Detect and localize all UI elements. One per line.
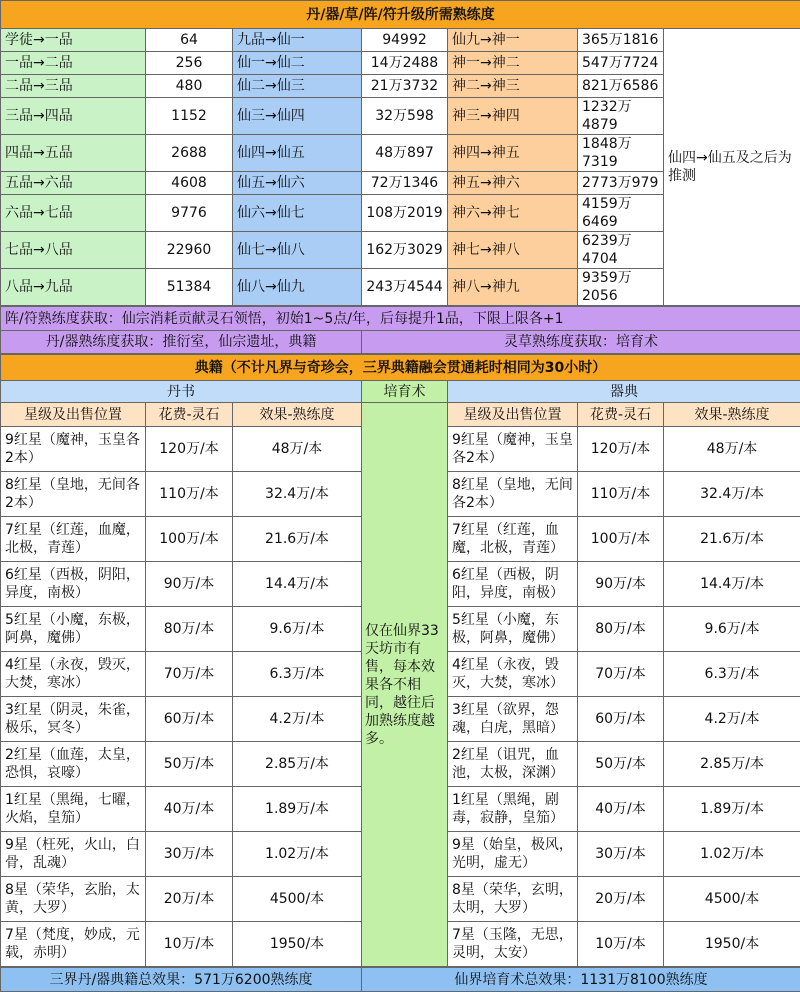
col-header-cost: 花费-灵石 [146,403,233,427]
book-cost: 20万/本 [578,877,664,922]
book-star: 9红星（魔神，玉皇各2本） [1,427,146,472]
book-star: 7红星（红莲，血魔，北极，青莲） [448,517,578,562]
book-star: 4红星（永夜，毁灭，大焚，寒冰） [448,652,578,697]
book-cost: 90万/本 [146,562,233,607]
stage-value: 22960 [146,232,233,269]
array-note: 阵/符熟练度获取：仙宗消耗贡献灵石领悟，初始1~5点/年，后每提升1品，下限上限各+1 [1,307,800,331]
stage-label: 仙五→仙六 [233,172,362,195]
stage-label: 神一→神二 [448,52,578,75]
stage-label: 神二→神三 [448,75,578,98]
stage-label: 神五→神六 [448,172,578,195]
book-cost: 20万/本 [146,877,233,922]
book-cost: 60万/本 [146,697,233,742]
book-star: 8红星（皇地，无间各2本） [1,472,146,517]
book-effect: 14.4万/本 [664,562,800,607]
upgrade-row [1,29,800,52]
footer-table [0,967,800,992]
stage-value: 108万2019 [362,195,448,232]
stage-label: 仙九→神一 [448,29,578,52]
stage-value: 256 [146,52,233,75]
book-star: 4红星（永夜，毁灭，大焚，寒冰） [1,652,146,697]
book-cost: 120万/本 [146,427,233,472]
stage-label: 仙三→仙四 [233,98,362,135]
book-effect: 9.6万/本 [664,607,800,652]
stage-label: 九品→仙一 [233,29,362,52]
stage-label: 仙八→仙九 [233,269,362,306]
stage-value: 32万598 [362,98,448,135]
book-effect: 1.89万/本 [233,787,362,832]
book-cost: 50万/本 [578,742,664,787]
book-cost: 10万/本 [578,922,664,967]
book-effect: 48万/本 [233,427,362,472]
stage-label: 六品→七品 [1,195,146,232]
book-cost: 10万/本 [146,922,233,967]
book-effect: 1950/本 [233,922,362,967]
book-cost: 30万/本 [146,832,233,877]
book-effect: 32.4万/本 [233,472,362,517]
book-star: 2红星（血莲，太皇，恐惧，哀嚎） [1,742,146,787]
book-cost: 80万/本 [578,607,664,652]
book-cost: 110万/本 [146,472,233,517]
book-effect: 4500/本 [664,877,800,922]
page-title: 丹/器/草/阵/符升级所需熟练度 [1,1,800,29]
stage-value: 547万7724 [578,52,664,75]
stage-value: 2773万979 [578,172,664,195]
book-effect: 1.02万/本 [233,832,362,877]
book-effect: 4500/本 [233,877,362,922]
book-effect: 9.6万/本 [233,607,362,652]
stage-value: 6239万4704 [578,232,664,269]
book-effect: 1.89万/本 [664,787,800,832]
stage-value: 821万6586 [578,75,664,98]
book-star: 9星（始皇，极风，光明，虚无） [448,832,578,877]
book-effect: 21.6万/本 [664,517,800,562]
books-table [0,354,800,967]
stage-value: 4608 [146,172,233,195]
book-cost: 60万/本 [578,697,664,742]
stage-value: 72万1346 [362,172,448,195]
book-star: 2红星（诅咒，血池，太极，深渊） [448,742,578,787]
stage-label: 仙四→仙五 [233,135,362,172]
book-star: 9星（枉死，火山，白骨，乱魂） [1,832,146,877]
book-effect: 4.2万/本 [664,697,800,742]
book-effect: 2.85万/本 [233,742,362,787]
stage-label: 二品→三品 [1,75,146,98]
notes-table [0,306,800,354]
stage-value: 4159万6469 [578,195,664,232]
book-effect: 2.85万/本 [664,742,800,787]
stage-value: 14万2488 [362,52,448,75]
stage-label: 神六→神七 [448,195,578,232]
stage-label: 八品→九品 [1,269,146,306]
book-cost: 70万/本 [146,652,233,697]
stage-value: 365万1816 [578,29,664,52]
stage-label: 神八→神九 [448,269,578,306]
stage-label: 仙二→仙三 [233,75,362,98]
stage-value: 21万3732 [362,75,448,98]
section-middle: 培育术 [362,381,448,403]
upgrade-table [0,0,800,306]
book-cost: 30万/本 [578,832,664,877]
book-star: 6红星（西极，阴阳，异度，南极） [1,562,146,607]
book-star: 8星（荣华，玄胎，太黄，大罗） [1,877,146,922]
footer-right: 仙界培育术总效果：1131万8100熟练度 [362,968,800,992]
side-note: 仙四→仙五及之后为推测 [664,29,800,306]
stage-value: 243万4544 [362,269,448,306]
section-left: 丹书 [1,381,362,403]
book-cost: 120万/本 [578,427,664,472]
book-cost: 110万/本 [578,472,664,517]
stage-label: 仙一→仙二 [233,52,362,75]
book-effect: 6.3万/本 [233,652,362,697]
middle-note: 仅在仙界33天坊市有售，每本效果各不相同，越往后加熟练度越多。 [362,403,448,967]
stage-value: 162万3029 [362,232,448,269]
book-cost: 90万/本 [578,562,664,607]
stage-value: 1232万4879 [578,98,664,135]
stage-value: 51384 [146,269,233,306]
stage-value: 480 [146,75,233,98]
pill-note: 丹/器熟练度获取：推衍室，仙宗遗址，典籍 [1,331,362,354]
stage-value: 48万897 [362,135,448,172]
book-effect: 14.4万/本 [233,562,362,607]
section-right: 器典 [448,381,800,403]
book-star: 1红星（黑绳，七曜，火焰，皇笳） [1,787,146,832]
book-star: 1红星（黑绳，剧毒，寂静，皇笳） [448,787,578,832]
stage-value: 9359万2056 [578,269,664,306]
book-effect: 1950/本 [664,922,800,967]
stage-value: 1848万7319 [578,135,664,172]
book-star: 7星（玉隆，无思，灵明，太安） [448,922,578,967]
book-cost: 100万/本 [578,517,664,562]
stage-label: 神四→神五 [448,135,578,172]
stage-label: 仙七→仙八 [233,232,362,269]
book-star: 3红星（阴灵，朱雀，极乐，冥冬） [1,697,146,742]
col-header-cost: 花费-灵石 [578,403,664,427]
book-cost: 50万/本 [146,742,233,787]
col-header-star: 星级及出售位置 [448,403,578,427]
stage-value: 2688 [146,135,233,172]
footer-left: 三界丹/器典籍总效果：571万6200熟练度 [1,968,362,992]
book-star: 7星（梵度，妙成，元载，赤明） [1,922,146,967]
book-cost: 40万/本 [146,787,233,832]
book-effect: 48万/本 [664,427,800,472]
book-star: 6红星（西极，阴阳，异度，南极） [448,562,578,607]
book-star: 8星（荣华，玄明，太明，大罗） [448,877,578,922]
herb-note: 灵草熟练度获取：培育术 [362,331,800,354]
book-star: 9红星（魔神，玉皇各2本） [448,427,578,472]
book-effect: 1.02万/本 [664,832,800,877]
stage-label: 神七→神八 [448,232,578,269]
book-cost: 100万/本 [146,517,233,562]
book-effect: 21.6万/本 [233,517,362,562]
book-effect: 6.3万/本 [664,652,800,697]
book-star: 3红星（欲界，怨魂，白虎，黑暗） [448,697,578,742]
stage-label: 三品→四品 [1,98,146,135]
book-effect: 32.4万/本 [664,472,800,517]
book-cost: 70万/本 [578,652,664,697]
book-star: 8红星（皇地，无间各2本） [448,472,578,517]
stage-label: 仙六→仙七 [233,195,362,232]
stage-value: 1152 [146,98,233,135]
col-header-effect: 效果-熟练度 [664,403,800,427]
col-header-star: 星级及出售位置 [1,403,146,427]
books-header: 典籍（不计凡界与奇珍会，三界典籍融会贯通耗时相同为30小时） [1,355,800,381]
stage-label: 五品→六品 [1,172,146,195]
col-header-effect: 效果-熟练度 [233,403,362,427]
stage-value: 9776 [146,195,233,232]
book-cost: 40万/本 [578,787,664,832]
stage-value: 64 [146,29,233,52]
stage-label: 四品→五品 [1,135,146,172]
stage-label: 学徒→一品 [1,29,146,52]
book-star: 5红星（小魔，东极，阿鼻，魔佛） [1,607,146,652]
book-star: 5红星（小魔，东极，阿鼻，魔佛） [448,607,578,652]
stage-value: 94992 [362,29,448,52]
book-star: 7红星（红莲，血魔，北极，青莲） [1,517,146,562]
stage-label: 一品→二品 [1,52,146,75]
stage-label: 七品→八品 [1,232,146,269]
book-cost: 80万/本 [146,607,233,652]
stage-label: 神三→神四 [448,98,578,135]
book-effect: 4.2万/本 [233,697,362,742]
